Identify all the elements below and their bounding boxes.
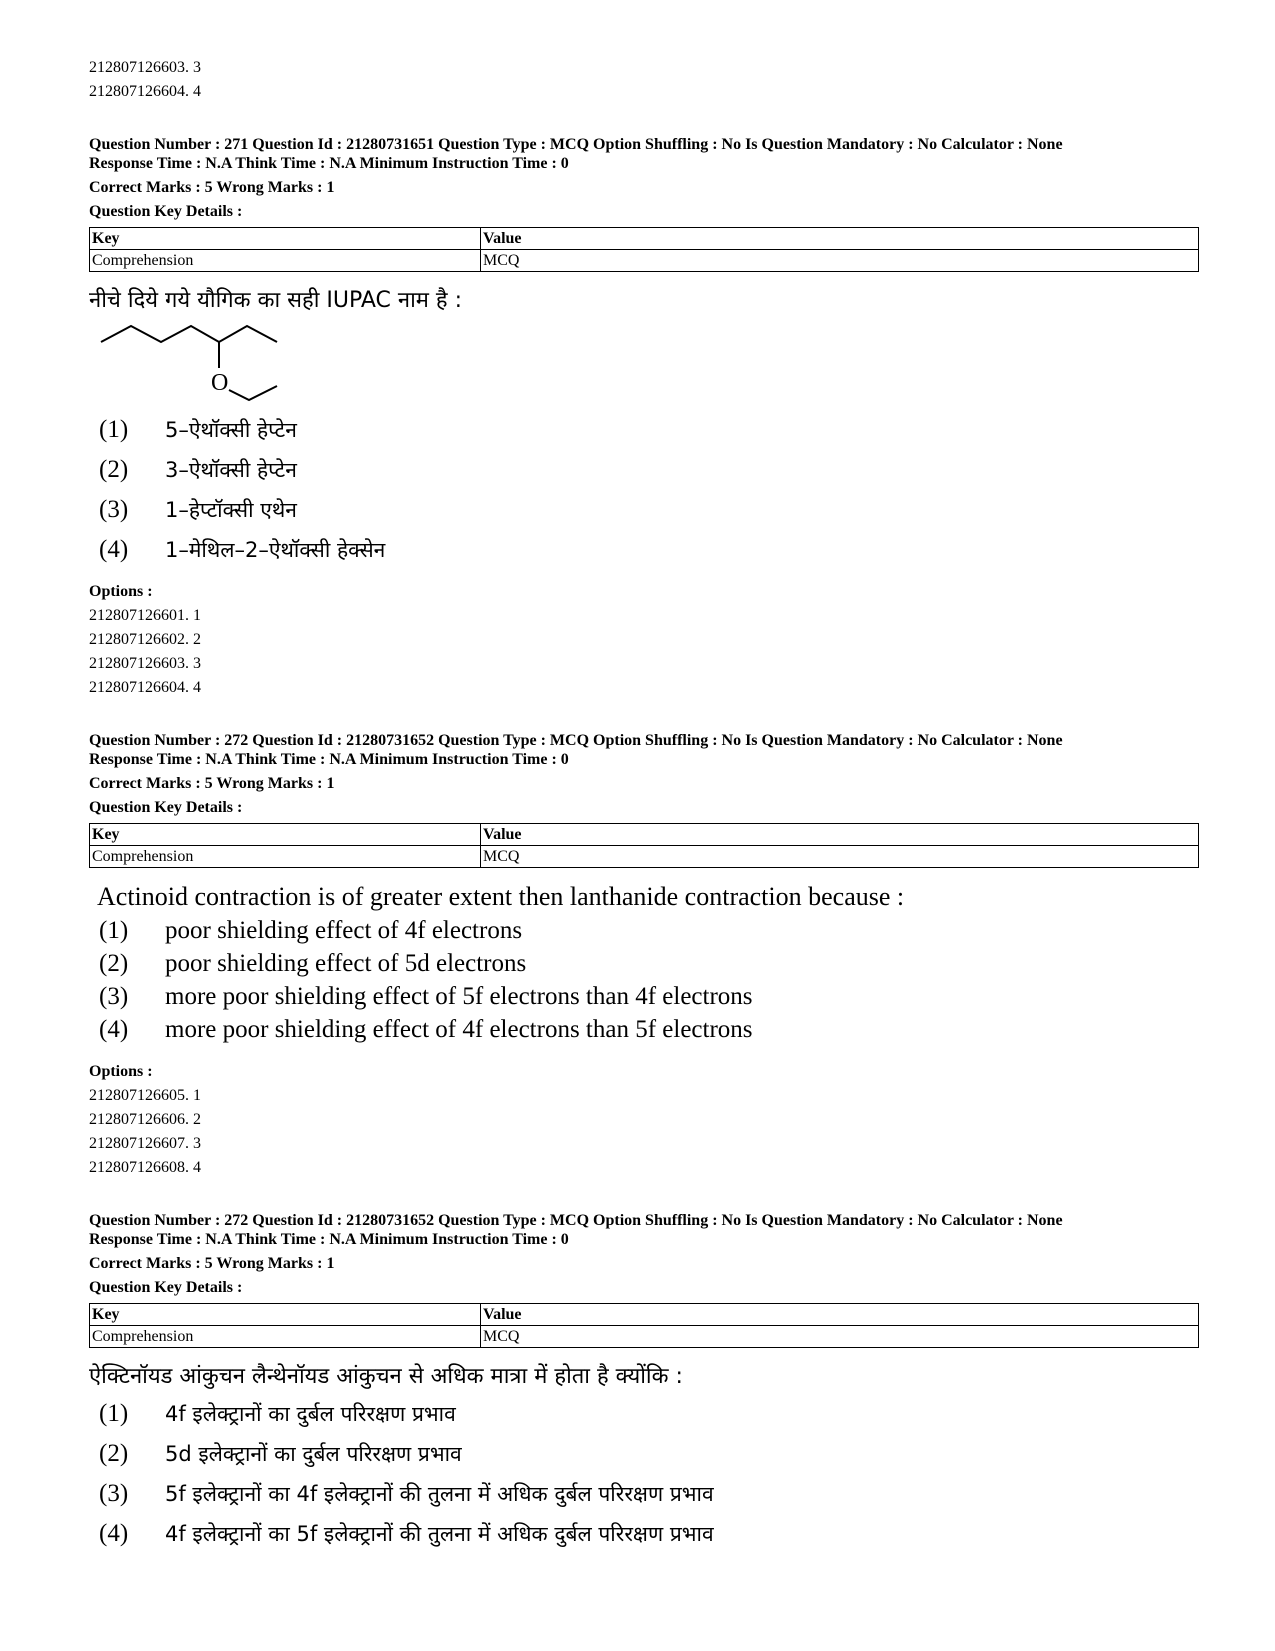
question-timing: Response Time : N.A Think Time : N.A Minimum Instruction Time : 0 xyxy=(89,751,569,768)
choice-number: (4) xyxy=(99,536,129,563)
molecule-structure xyxy=(99,320,289,406)
table-header-value: Value xyxy=(481,824,1199,846)
choice-4 xyxy=(89,1013,1199,1046)
choice-number: (4) xyxy=(99,1016,129,1043)
table-cell-value: MCQ xyxy=(481,1326,1199,1348)
choice-number: (2) xyxy=(99,950,129,977)
question-stem: Actinoid contraction is of greater extent then lanthanide contraction because : xyxy=(97,882,905,911)
option-id: 212807126602. 2 xyxy=(89,631,201,648)
choice-text: 3–ऐथॉक्सी हेप्टेन xyxy=(165,458,297,482)
table-cell-value: MCQ xyxy=(481,846,1199,868)
choice-number: (1) xyxy=(99,416,129,443)
choice-4 xyxy=(89,530,1199,570)
choice-2 xyxy=(89,1434,1199,1474)
question-272 xyxy=(89,731,1199,1180)
option-id: 212807126604. 4 xyxy=(89,679,201,696)
key-details-label: Question Key Details : xyxy=(89,1279,243,1296)
choice-number: (1) xyxy=(99,917,129,944)
options-label: Options : xyxy=(89,583,153,600)
choice-3 xyxy=(89,1474,1199,1514)
choice-text: 4f इलेक्ट्रानों का 5f इलेक्ट्रानों की तुलना में अधिक दुर्बल परिरक्षण प्रभाव xyxy=(165,1522,714,1546)
choice-number: (1) xyxy=(99,1400,129,1427)
table-header-key: Key xyxy=(90,228,481,250)
question-marks: Correct Marks : 5 Wrong Marks : 1 xyxy=(89,179,335,196)
choice-text: poor shielding effect of 5d electrons xyxy=(165,950,527,977)
question-marks: Correct Marks : 5 Wrong Marks : 1 xyxy=(89,775,335,792)
choice-number: (3) xyxy=(99,983,129,1010)
question-stem: नीचे दिये गये यौगिक का सही IUPAC नाम है : xyxy=(89,288,463,313)
oxygen-atom-label: O xyxy=(211,370,229,396)
option-id: 212807126603. 3 xyxy=(89,59,201,76)
choice-1 xyxy=(89,1394,1199,1434)
table-header-key: Key xyxy=(90,1304,481,1326)
option-id: 212807126608. 4 xyxy=(89,1159,201,1176)
option-id: 212807126603. 3 xyxy=(89,655,201,672)
key-details-table xyxy=(89,823,1199,868)
choice-3 xyxy=(89,490,1199,530)
option-id: 212807126605. 1 xyxy=(89,1087,201,1104)
choice-text: more poor shielding effect of 4f electrons than 5f electrons xyxy=(165,1016,753,1043)
question-meta: Question Number : 272 Question Id : 21280731652 Question Type : MCQ Option Shuffling : No Is Question Mandatory : No Calculator : None xyxy=(89,732,1063,749)
choice-1 xyxy=(89,410,1199,450)
question-meta: Question Number : 271 Question Id : 21280731651 Question Type : MCQ Option Shuffling : No Is Question Mandatory : No Calculator : None xyxy=(89,136,1063,153)
choice-number: (4) xyxy=(99,1520,129,1547)
choice-3 xyxy=(89,980,1199,1013)
key-details-table xyxy=(89,1303,1199,1348)
choice-text: 5f इलेक्ट्रानों का 4f इलेक्ट्रानों की तुलना में अधिक दुर्बल परिरक्षण प्रभाव xyxy=(165,1482,714,1506)
table-cell-key: Comprehension xyxy=(90,1326,481,1348)
table-cell-key: Comprehension xyxy=(90,250,481,272)
choice-text: 1–मेथिल–2–ऐथॉक्सी हेक्सेन xyxy=(165,538,386,562)
table-cell-value: MCQ xyxy=(481,250,1199,272)
options-label: Options : xyxy=(89,1063,153,1080)
question-meta: Question Number : 272 Question Id : 21280731652 Question Type : MCQ Option Shuffling : No Is Question Mandatory : No Calculator : None xyxy=(89,1212,1063,1229)
choice-text: 4f इलेक्ट्रानों का दुर्बल परिरक्षण प्रभाव xyxy=(165,1402,456,1426)
table-header-value: Value xyxy=(481,228,1199,250)
choice-number: (2) xyxy=(99,1440,129,1467)
choice-text: 5d इलेक्ट्रानों का दुर्बल परिरक्षण प्रभाव xyxy=(165,1442,462,1466)
option-id: 212807126607. 3 xyxy=(89,1135,201,1152)
choice-text: 5–ऐथॉक्सी हेप्टेन xyxy=(165,418,297,442)
table-header-value: Value xyxy=(481,1304,1199,1326)
choice-text: more poor shielding effect of 5f electrons than 4f electrons xyxy=(165,983,753,1010)
option-id: 212807126601. 1 xyxy=(89,607,201,624)
choice-number: (3) xyxy=(99,496,129,523)
key-details-label: Question Key Details : xyxy=(89,799,243,816)
choice-number: (2) xyxy=(99,456,129,483)
question-stem: ऐक्टिनॉयड आंकुचन लैन्थेनॉयड आंकुचन से अधिक मात्रा में होता है क्योंकि : xyxy=(89,1364,683,1389)
table-cell-key: Comprehension xyxy=(90,846,481,868)
document-page xyxy=(89,56,1199,1554)
choice-1 xyxy=(89,914,1199,947)
key-details-label: Question Key Details : xyxy=(89,203,243,220)
choice-2 xyxy=(89,450,1199,490)
question-271 xyxy=(89,135,1199,700)
choice-4 xyxy=(89,1514,1199,1554)
question-marks: Correct Marks : 5 Wrong Marks : 1 xyxy=(89,1255,335,1272)
choice-text: 1–हेप्टॉक्सी एथेन xyxy=(165,498,297,522)
choice-number: (3) xyxy=(99,1480,129,1507)
question-timing: Response Time : N.A Think Time : N.A Minimum Instruction Time : 0 xyxy=(89,1231,569,1248)
key-details-table xyxy=(89,227,1199,272)
choice-2 xyxy=(89,947,1199,980)
option-id: 212807126604. 4 xyxy=(89,83,201,100)
question-272-hindi xyxy=(89,1211,1199,1554)
choice-text: poor shielding effect of 4f electrons xyxy=(165,917,523,944)
table-header-key: Key xyxy=(90,824,481,846)
option-id: 212807126606. 2 xyxy=(89,1111,201,1128)
question-timing: Response Time : N.A Think Time : N.A Minimum Instruction Time : 0 xyxy=(89,155,569,172)
